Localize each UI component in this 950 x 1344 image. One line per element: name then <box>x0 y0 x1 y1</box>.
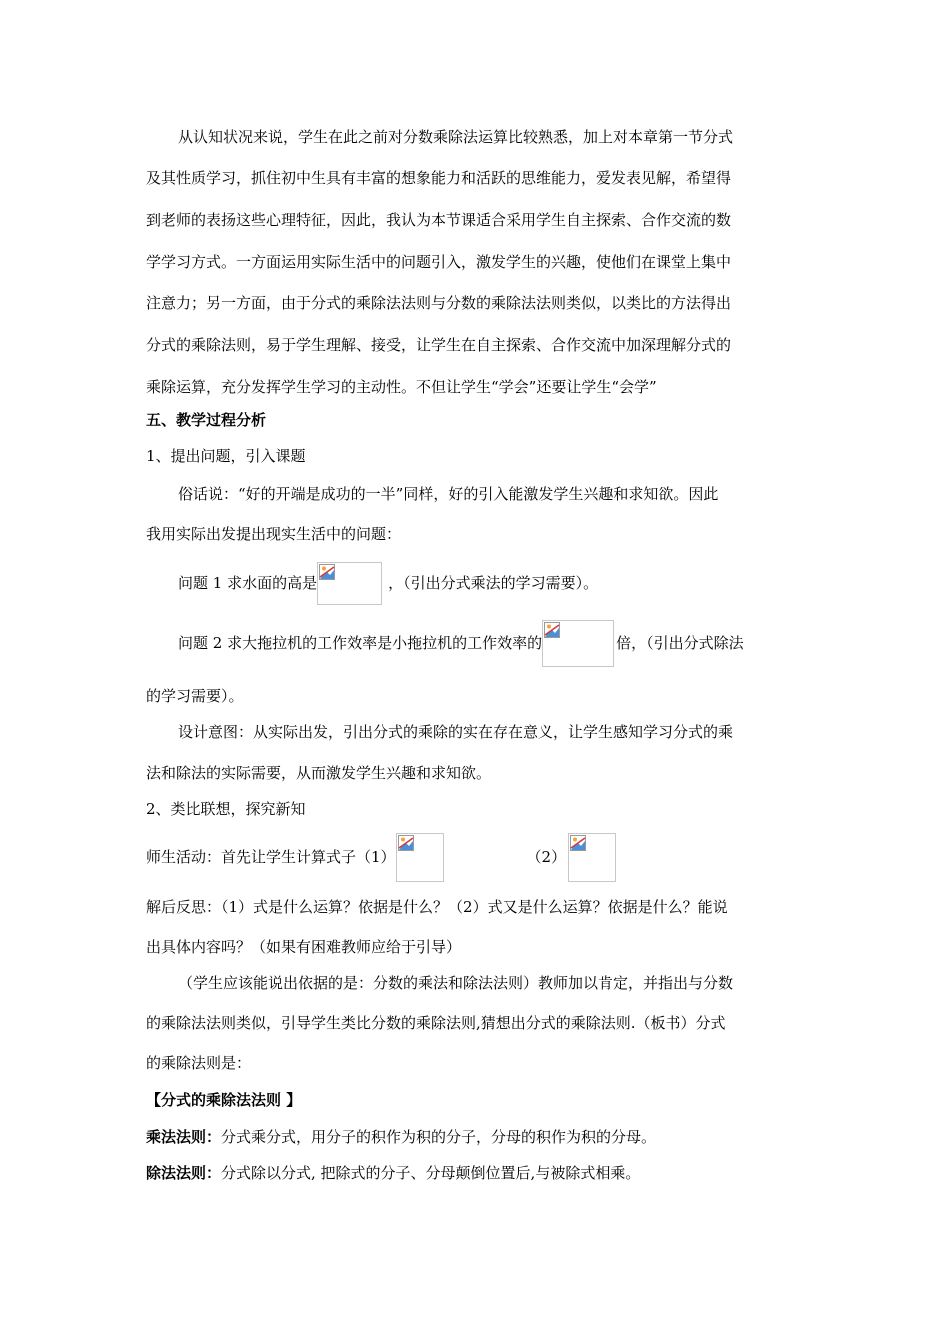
formula-image-q1 <box>317 562 382 605</box>
formula-image-2 <box>568 833 616 882</box>
question-1-note: ，（引出分式乘法的学习需要）。 <box>388 574 599 592</box>
question-2 <box>178 619 744 667</box>
paragraph-line: （学生应该能说出依据的是：分数的乘法和除法法则）教师加以肯定，并指出与分数 <box>178 974 734 992</box>
paragraph-line: 学学习方式。一方面运用实际生活中的问题引入，激发学生的兴趣，使他们在课堂上集中 <box>146 253 732 271</box>
step-heading: 2、类比联想，探究新知 <box>146 800 306 818</box>
division-rule-label: 除法法则： <box>146 1164 222 1182</box>
teacher-activity <box>146 832 616 882</box>
paragraph-line: 解后反思：（1）式是什么运算？依据是什么？（2）式又是什么运算？依据是什么？能说 <box>146 898 728 916</box>
paragraph-line: 分式的乘除法则，易于学生理解、接受，让学生在自主探索、合作交流中加深理解分式的 <box>146 336 732 354</box>
question-1 <box>178 560 598 605</box>
paragraph-line: 的乘除法则是： <box>146 1054 252 1072</box>
section-heading: 五、教学过程分析 <box>146 411 267 429</box>
paragraph-line: 我用实际出发提出现实生活中的问题： <box>146 525 402 543</box>
paragraph-line: 从认知状况来说，学生在此之前对分数乘除法运算比较熟悉，加上对本章第一节分式 <box>178 128 734 146</box>
division-rule <box>146 1163 640 1183</box>
paragraph-line: 设计意图：从实际出发，引出分式的乘除的实在存在意义，让学生感知学习分式的乘 <box>178 723 734 741</box>
paragraph-line: 及其性质学习，抓住初中生具有丰富的想象能力和活跃的思维能力，爱发表见解，希望得 <box>146 169 732 187</box>
activity-text: 师生活动：首先让学生计算式子（1） <box>146 847 396 866</box>
paragraph-line: 俗话说：“好的开端是成功的一半”同样，好的引入能激发学生兴趣和求知欲。因此 <box>178 485 719 503</box>
formula-image-1 <box>396 833 444 882</box>
division-rule-text: 分式除以分式, 把除式的分子、分母颠倒位置后,与被除式相乘。 <box>221 1164 641 1182</box>
rules-title: 【分式的乘除法法则 】 <box>146 1091 302 1109</box>
paragraph-line: 到老师的表扬这些心理特征，因此，我认为本节课适合采用学生自主探索、合作交流的数 <box>146 211 732 229</box>
multiplication-rule-text: 分式乘分式，用分子的积作为积的分子，分母的积作为积的分母。 <box>221 1128 657 1146</box>
paragraph-line: 出具体内容吗？（如果有困难教师应给于引导） <box>146 938 462 956</box>
activity-label-2: （2） <box>526 847 567 866</box>
question-2-text: 问题 2 求大拖拉机的工作效率是小拖拉机的工作效率的 <box>178 633 543 652</box>
step-heading: 1、提出问题，引入课题 <box>146 447 306 465</box>
paragraph-line: 的学习需要）。 <box>146 687 244 705</box>
paragraph-line: 乘除运算，充分发挥学生学习的主动性。不但让学生“学会”还要让学生“会学” <box>146 378 657 396</box>
paragraph-line: 法和除法的实际需要，从而激发学生兴趣和求知欲。 <box>146 764 492 782</box>
question-2-note: 倍，（引出分式除法 <box>616 633 744 652</box>
multiplication-rule <box>146 1127 656 1147</box>
paragraph-line: 注意力；另一方面，由于分式的乘除法法则与分数的乘除法法则类似，以类比的方法得出 <box>146 294 732 312</box>
paragraph-line: 的乘除法法则类似，引导学生类比分数的乘除法则,猜想出分式的乘除法则.（板书）分式 <box>146 1014 726 1032</box>
multiplication-rule-label: 乘法法则： <box>146 1128 222 1146</box>
formula-image-q2 <box>542 620 614 667</box>
question-1-text: 问题 1 求水面的高是 <box>178 574 318 592</box>
